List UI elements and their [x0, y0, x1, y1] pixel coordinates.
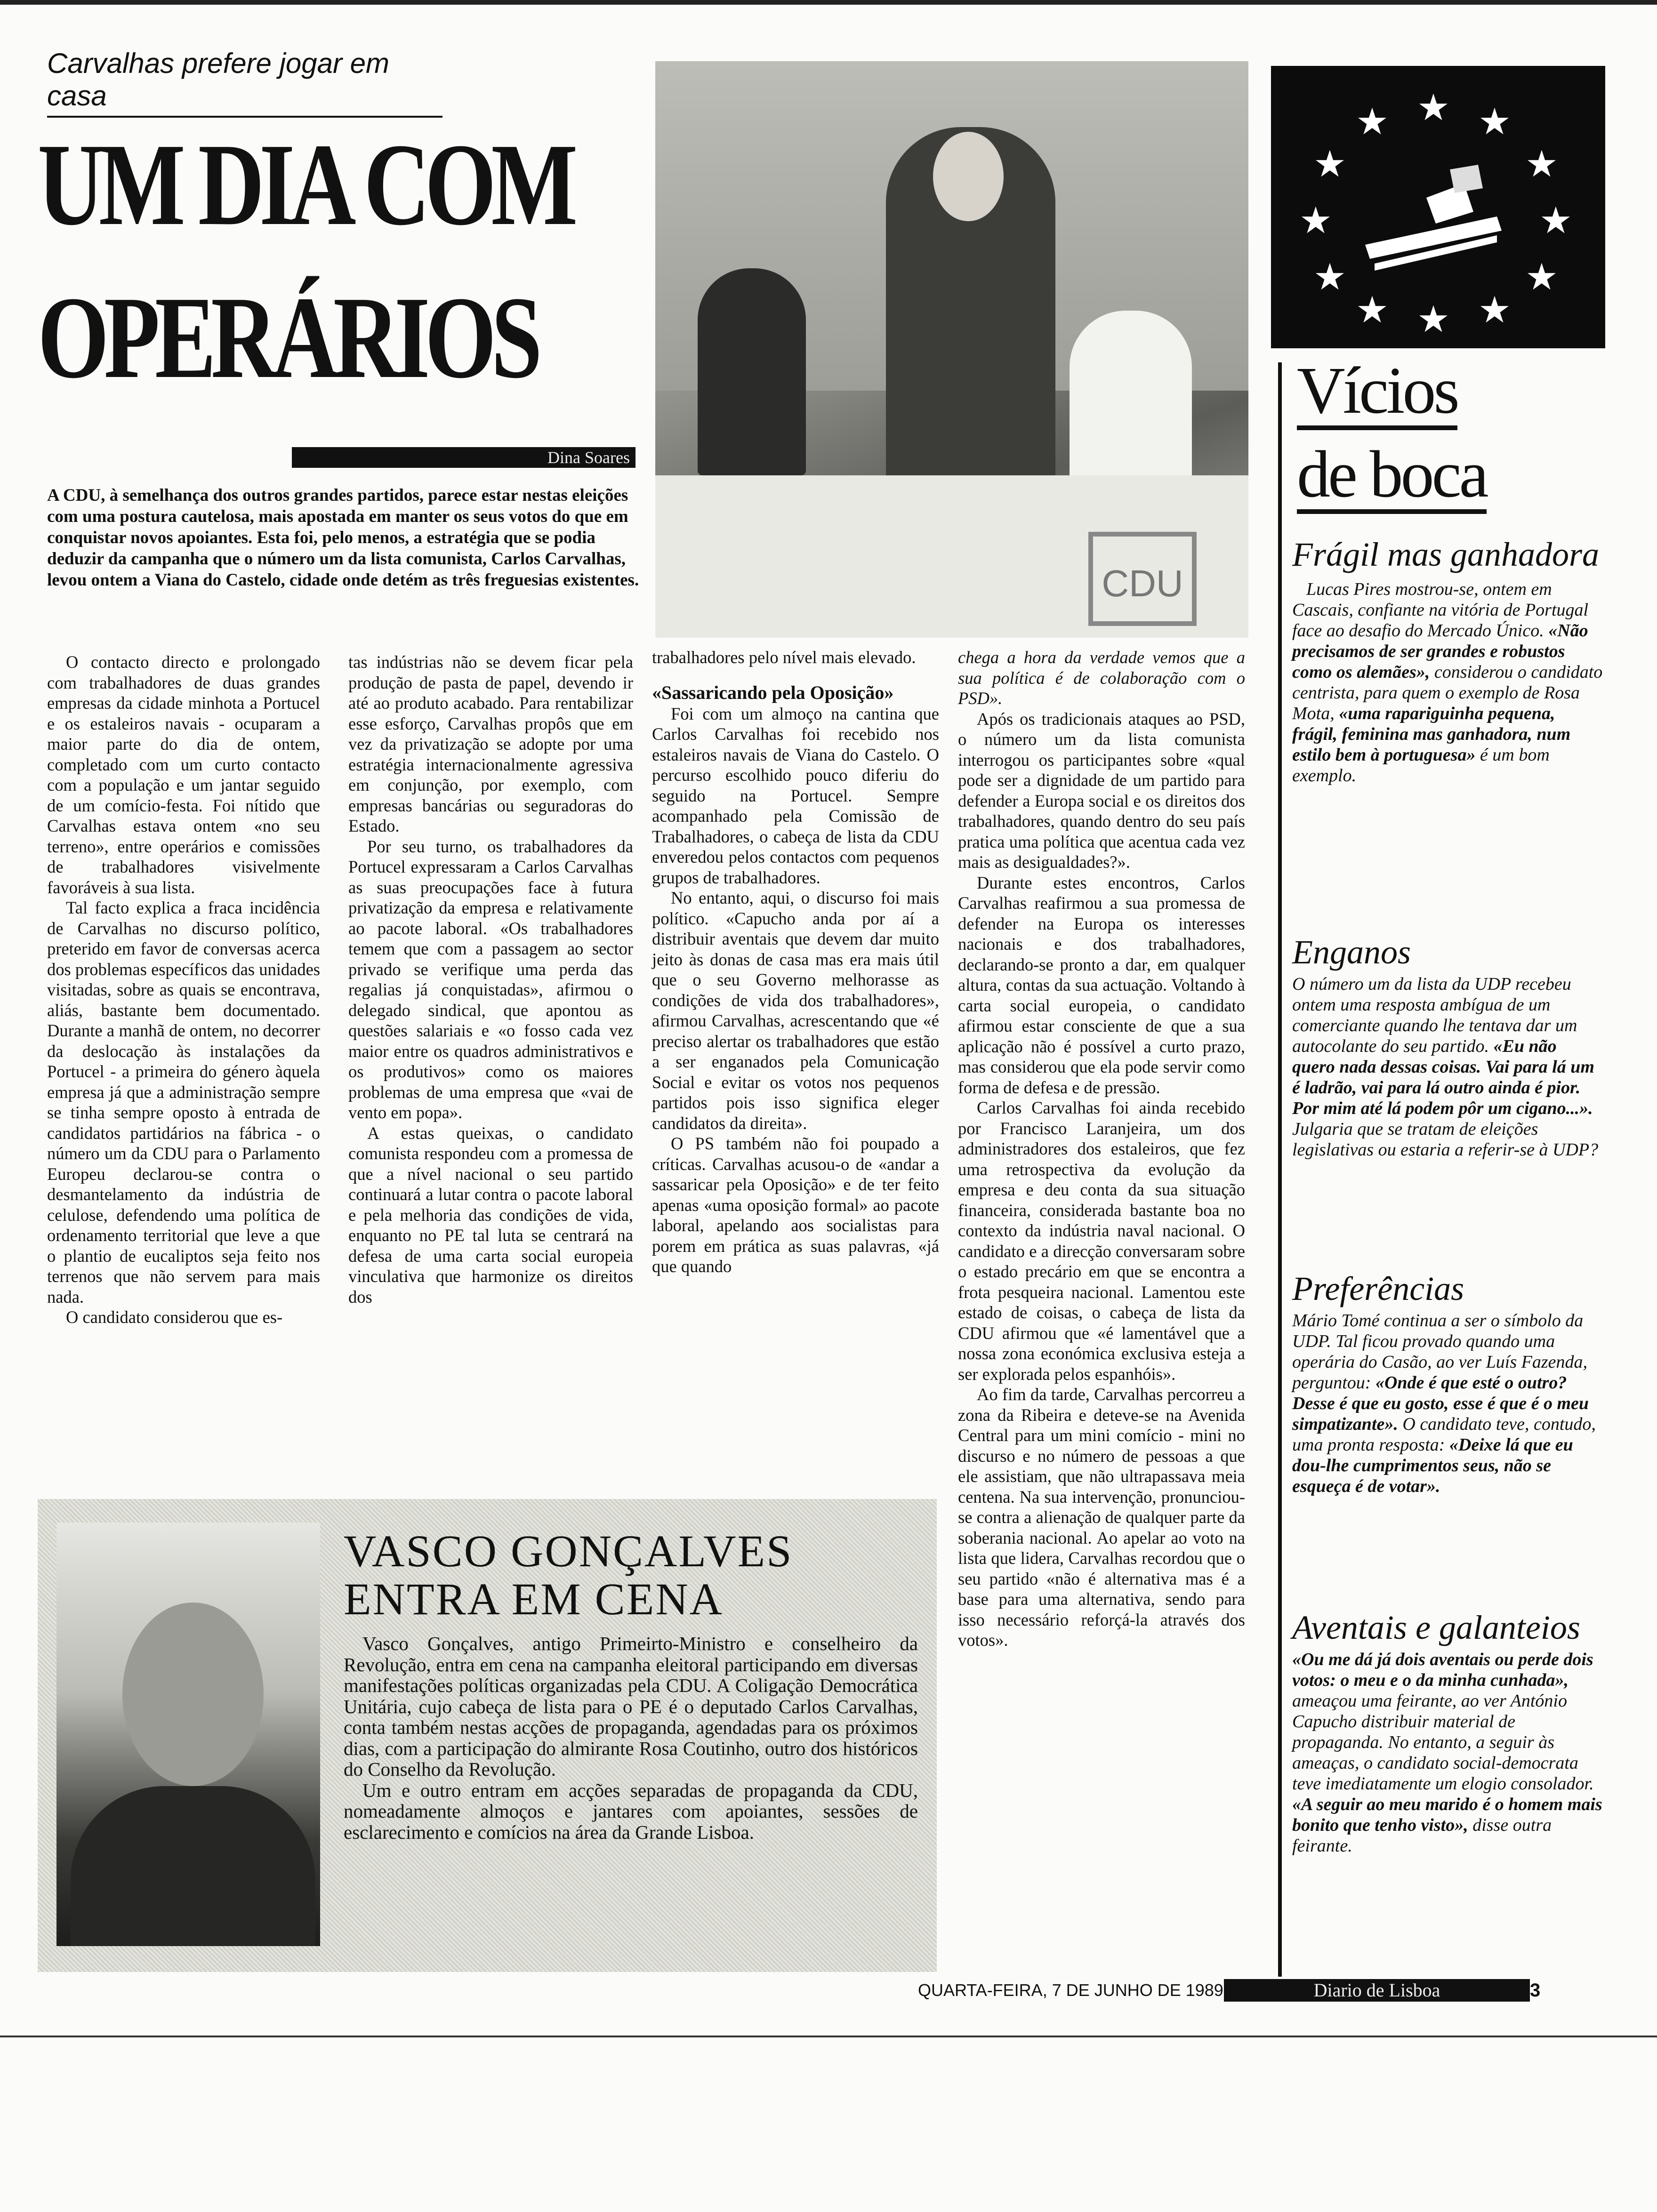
article-column-1 [47, 652, 320, 1328]
headline-line-2: OPERÁRIOS [38, 272, 538, 403]
star-icon: ★ [1417, 87, 1450, 128]
paragraph: O contacto directo e prolongado com trabalhadores de duas grandes empresas da cidade minhota a Portucel e os estaleiros navais - ocuparam a maior parte do dia de ontem, completado com um curto contacto com a população e um jantar seguido de um comício-festa. Foi nítido que Carvalhas estava ontem «no seu terreno», entre operários e comissões de trabalhadores visivelmente favoráveis à sua lista. [47, 652, 320, 897]
star-icon: ★ [1539, 200, 1572, 241]
seated-woman [1070, 311, 1192, 480]
star-icon: ★ [1356, 289, 1389, 330]
sidebar-heading: Frágil mas ganhadora [1292, 536, 1600, 573]
sidebar-title-line-2: de boca [1297, 439, 1487, 514]
star-icon: ★ [1525, 256, 1558, 297]
paragraph: Ao fim da tarde, Carvalhas percorreu a zona da Ribeira e deteve-se na Avenida Central para um mini comício - mini no discurso e no número de pessoas a que ele assistiam, que não ultrapassava meia centena. Na sua intervenção, pronunciou-se contra a alienação de qualquer parte da soberania nacional. Ao apelar ao voto na lista que lidera, Carvalhas recordou que o seu partido «não é alternativa mas é a base para uma alternativa, sendo para isso necessário reforçá-la através dos votos». [958, 1385, 1245, 1650]
sidebar-heading: Preferências [1292, 1270, 1464, 1307]
subheading: «Sassaricando pela Oposição» [652, 681, 894, 703]
star-icon: ★ [1417, 299, 1450, 340]
paragraph: tas indústrias não se devem ficar pela produção de pasta de papel, devendo ir até ao produto acabado. Para rentabilizar esse esforço, Carvalhas propôs que em vez da privatização se adopte por uma estratégia internacionalmente agressiva em conjunção, por exemplo, com empresas bancárias ou seguradoras do Estado. [348, 652, 633, 835]
star-icon: ★ [1356, 101, 1389, 142]
sidebar-heading: Enganos [1292, 933, 1411, 971]
sidebar-item-preferencias [1292, 1271, 1603, 1497]
paragraph: Foi com um almoço na cantina que Carlos Carvalhas foi recebido nos estaleiros navais de Viana do Castelo. O percurso escolhido pouco diferiu do seguido na Portucel. Sempre acompanhado pela Comissão de Trabalhadores, o cabeça de lista da CDU enveredou pelos contactos com pequenos grupos de trabalhadores. [652, 704, 939, 887]
sidebar-text: «Ou me dá já dois aventais ou perde dois votos: o meu e o da minha cunhada», ameaçou uma feirante, ao ver António Capucho distribuir material de propaganda. No entanto, a seguir às ameaças, o candidato social-democrata teve imediatamente um elogio consolador. «A seguir ao meu marido é o homem mais bonito que tenho visto», disse outra feirante. [1292, 1650, 1602, 1856]
box-title-line-1: VASCO GONÇALVES [344, 1526, 793, 1576]
sidebar-item-aventais [1292, 1610, 1603, 1856]
paragraph: O PS também não foi poupado a críticas. Carvalhas acusou-o de «andar a sassaricar pela Oposição» e de ter feito apenas «uma oposição formal» ao pacote laboral, apelando aos socialistas para porem em prática as suas palavras, «já que quando [652, 1134, 939, 1276]
sidebar-item-fragil [1292, 537, 1603, 786]
kicker: Carvalhas prefere jogar em casa [47, 47, 442, 118]
paragraph: Tal facto explica a fraca incidência de Carvalhas no discurso político, preterido em favor de conversas acerca dos problemas específicos das unidades visitadas, sobre as quais se encontrava, aliás, bastante bem documentado. Durante a manhã de ontem, no decorrer da deslocação às instalações da Portucel - a primeira do género àquela empresa já que a administração sempre se tinha sempre oposto à entrada de candidatos partidários na fábrica - o número um da CDU para o Parlamento Europeu declarou-se contra o desmantelamento da indústria de celulose, defendendo uma política de ordenamento territorial que leve a que o plantio de eucaliptos seja feito nos terrenos que não servem para mais nada. [47, 898, 320, 1306]
paragraph: Carlos Carvalhas foi ainda recebido por Francisco Laranjeira, um dos administradores dos estaleiros, que fez uma retrospectiva da evolução da empresa e deu conta da sua situação financeira, considerada bastante boa no contexto da indústria naval nacional. O candidato e a direcção conversaram sobre o estado precário em que se encontra a frota pesqueira nacional. Lamentou este estado de coisas, o cabeça de lista da CDU afirmou que «é lamentável que a nossa zona económica exclusiva esteja a ser explorada pelos espanhóis». [958, 1098, 1245, 1384]
box-text [344, 1633, 918, 1843]
headline-line-1: UM DIA COM [38, 120, 573, 250]
ballot-box-icon [1356, 160, 1511, 282]
star-icon: ★ [1299, 200, 1332, 241]
sidebar-title [1297, 348, 1598, 516]
paragraph: chega a hora da verdade vemos que a sua política é de colaboração com o PSD». [958, 648, 1245, 708]
star-icon: ★ [1525, 144, 1558, 184]
sidebar-heading: Aventais e galanteios [1292, 1609, 1580, 1646]
sidebar-text: Lucas Pires mostrou-se, ontem em Cascais, confiante na vitória de Portugal face ao desafio do Mercado Único. «Não precisamos de ser grandes e robustos como os alemães», considerou o candidato centrista, para quem o exemplo de Rosa Mota, «uma rapariguinha pequena, frágil, feminina mas ganhadora, num estilo bem à portuguesa» é um bom exemplo. [1292, 579, 1603, 785]
campaign-photo [655, 61, 1248, 638]
box-title [344, 1527, 918, 1623]
sidebar-title-line-1: Vícios [1297, 355, 1457, 430]
lead-paragraph: A CDU, à semelhança dos outros grandes partidos, parece estar nestas eleições com uma postura cautelosa, mais apostada em manter os seus votos do que em conquistar novos apoiantes. Esta foi, pelo menos, a estratégia que se podia deduzir da campanha que o número um da lista comunista, Carlos Carvalhas, levou ontem a Viana do Castelo, cidade onde detém as três freguesias existentes. [47, 486, 639, 590]
page-number: 3 [1530, 1980, 1541, 2001]
euro-stars-logo [1271, 66, 1605, 348]
paragraph: A estas queixas, o candidato comunista respondeu com a promessa de que a nível nacional o seu partido continuará a lutar contra o pacote laboral e pela melhoria das condições de vida, enquanto no PE tal luta se centrará na defesa de uma carta social europeia vinculativa que harmonize os direitos dos [348, 1123, 633, 1306]
bottom-rule [0, 2036, 1657, 2037]
cdu-sign: CDU [1088, 532, 1197, 626]
paragraph: O candidato considerou que es- [66, 1307, 283, 1327]
box-title-line-2: ENTRA EM CENA [344, 1574, 724, 1624]
article-column-4 [958, 647, 1245, 1651]
star-icon: ★ [1478, 289, 1511, 330]
footer-date: QUARTA-FEIRA, 7 DE JUNHO DE 1989 [918, 1980, 1223, 2000]
speaker-head [933, 132, 1004, 221]
sidebar-text: Mário Tomé continua a ser o símbolo da UDP. Tal ficou provado quando uma operária do Casão, ao ver Luís Fazenda, perguntou: «Onde é que esté o outro? Desse é que eu gosto, esse é que é o meu simpatizante». O candidato teve, contudo, uma pronta resposta: «Deixe lá que eu dou-lhe cumprimentos seus, não se esqueça é de votar». [1292, 1311, 1596, 1496]
paragraph: Vasco Gonçalves, antigo Primeirto-Ministro e conselheiro da Revolução, entra em cena na campanha eleitoral participando em diversas manifestações políticas organizadas pela CDU. A Coligação Democrática Unitária, cujo cabeça de lista para o PE é o deputado Carlos Carvalhas, conta também nestas acções de propaganda, agendadas para os próximos dias, com a participação do almirante Rosa Coutinho, outro dos históricos do Conselho da Revolução. [344, 1633, 918, 1780]
paragraph: trabalhadores pelo nível mais elevado. [652, 648, 916, 667]
paragraph: Um e outro entram em acções separadas de propaganda da CDU, nomeadamente almoços e jantares com apoiantes, sessões de esclarecimento e comícios na área da Grande Lisboa. [344, 1779, 918, 1843]
paragraph: Por seu turno, os trabalhadores da Portucel expressaram a Carlos Carvalhas as suas preocupações face à futura privatização da empresa e relativamente ao pacote laboral. «Os trabalhadores temem que com a passagem ao sector privado se verifique uma perda das regalias já conquistadas», afirmou o delegado sindical, que apontou as questões salariais e «o fosso cada vez maior entre os quadros administrativos e os produtivos» como os maiores problemas de uma empresa que «vai de vento em popa». [348, 836, 633, 1122]
article-column-2 [348, 652, 633, 1307]
article-column-3 [652, 647, 939, 1277]
portrait-photo [56, 1523, 320, 1946]
sidebar-item-enganos [1292, 934, 1603, 1160]
masthead: Diario de Lisboa [1224, 1979, 1530, 2002]
star-icon: ★ [1478, 101, 1511, 142]
paragraph: Após os tradicionais ataques ao PSD, o número um da lista comunista interrogou os participantes sobre «qual pode ser a dignidade de um partido para defender a Europa social e os direitos dos trabalhadores, quando dentro do seu país pratica uma política que acentua cada vez mais as desigualdades?». [958, 709, 1245, 872]
seated-man [698, 268, 806, 475]
star-icon: ★ [1313, 144, 1346, 184]
paragraph: No entanto, aqui, o discurso foi mais político. «Capucho anda por aí a distribuir aventais que devem dar muito jeito às donas de casa mas era mais útil que o seu Governo melhorasse as condições de vida dos trabalhadores», afirmou Carvalhas, acrescentando que «é preciso alertar os trabalhadores que estão a ser enganados pela Comunicação Social e evitar os votos nos pequenos partidos pois isso significa eleger candidatos da direita». [652, 888, 939, 1133]
sidebar-text: O número um da lista da UDP recebeu ontem uma resposta ambígua de um comerciante quando lhe tentava dar um autocolante do seu partido. «Eu não quero nada dessas coisas. Vai para lá um é ladrão, vai para lá outro ainda é pior. Por mim até lá podem pôr um cigano...». Julgaria que se tratam de eleições legislativas ou estaria a referir-se à UDP? [1292, 974, 1599, 1160]
sidebar-rule [1278, 362, 1282, 1977]
headline [38, 108, 573, 414]
paragraph: Durante estes encontros, Carlos Carvalhas reafirmou a sua promessa de defender na Europa os interesses nacionais e dos trabalhadores, declarando-se pronto a dar, em qualquer altura, contas da sua actuação. Voltando à carta social europeia, o candidato afirmou estar consciente de que a sua aplicação não é possível a curto prazo, mas considerou que ela pode servir como forma de defesa e de pressão. [958, 873, 1245, 1097]
star-icon: ★ [1313, 256, 1346, 297]
top-rule [0, 0, 1657, 5]
byline: Dina Soares [292, 447, 635, 468]
